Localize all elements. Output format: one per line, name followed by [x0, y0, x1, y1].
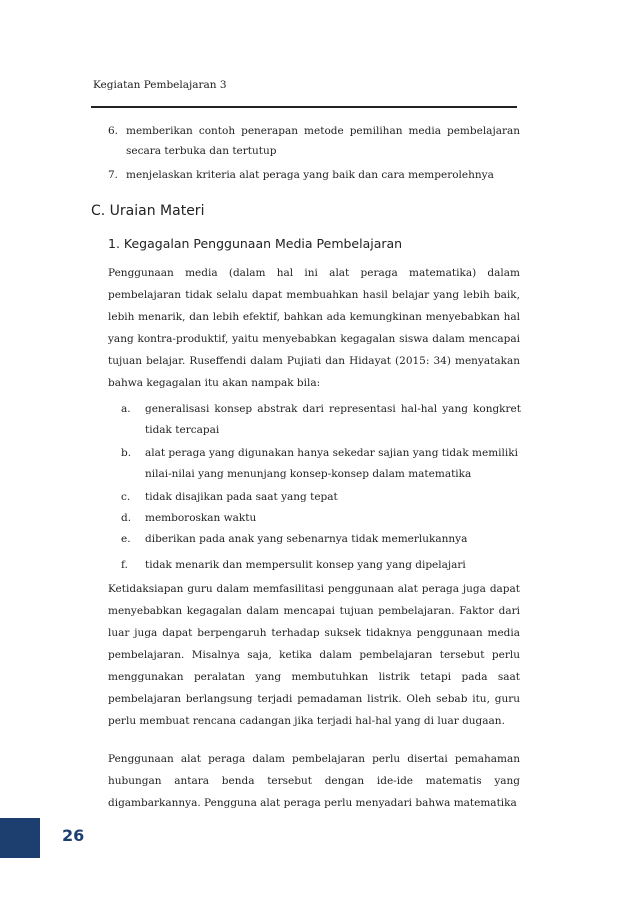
- item-letter: a.: [121, 403, 131, 415]
- item-text: tidak menarik dan mempersulit konsep yang yang dipelajari: [145, 559, 466, 571]
- header-divider: [91, 106, 517, 108]
- section-heading: C. Uraian Materi: [91, 203, 205, 219]
- objectives-list: [108, 121, 520, 185]
- item-letter: c.: [121, 491, 131, 503]
- paragraph: Penggunaan media (dalam hal ini alat peraga matematika) dalam pembelajaran tidak selalu dapat membuahkan hasil belajar yang lebih baik, lebih menarik, dan lebih efektif, bahkan ada kemungkinan menyebabkan hal yang kontra-produktif, yaitu menyebabkan kegagalan siswa dalam mencapai tujuan belajar. Ruseffendi dalam Pujiati dan Hidayat (2015: 34) menyatakan bahwa kegagalan itu akan nampak bila:: [108, 267, 520, 389]
- item-text: memberikan contoh penerapan metode pemilihan media pembelajaran secara terbuka dan tertutup: [126, 125, 520, 157]
- item-number: 6.: [108, 125, 119, 137]
- paragraph: Penggunaan alat peraga dalam pembelajaran perlu disertai pemahaman hubungan antara benda tersebut dengan ide-ide matematis yang digambarkannya. Pengguna alat peraga perlu menyadari bahwa matematika: [108, 753, 520, 809]
- item-text: generalisasi konsep abstrak dari representasi hal-hal yang kongkret tidak tercapai: [145, 403, 521, 436]
- running-header: Kegiatan Pembelajaran 3: [93, 79, 227, 91]
- paragraph: Ketidaksiapan guru dalam memfasilitasi penggunaan alat peraga juga dapat menyebabkan kegagalan dalam mencapai tujuan pembelajaran. Faktor dari luar juga dapat berpengaruh terhadap suksek tidaknya penggunaan media pembelajaran. Misalnya saja, ketika dalam pembelajaran tersebut perlu menggunakan peralatan yang membutuhkan listrik tetapi pada saat pembelajaran berlangsung terjadi pemadaman listrik. Oleh sebab itu, guru perlu membuat rencana cadangan jika terjadi hal-hal yang di luar dugaan.: [108, 583, 520, 727]
- item-text: alat peraga yang digunakan hanya sekedar sajian yang tidak memiliki nilai-nilai yang menunjang konsep-konsep dalam matematika: [145, 447, 518, 480]
- list-item: [121, 508, 521, 529]
- list-item: [121, 555, 521, 576]
- list-item: [121, 443, 521, 485]
- item-text: memboroskan waktu: [145, 512, 257, 524]
- list-item: [108, 165, 520, 185]
- list-item: [121, 399, 521, 441]
- item-text: menjelaskan kriteria alat peraga yang baik dan cara memperolehnya: [126, 169, 494, 181]
- failure-list: [121, 399, 521, 576]
- item-letter: d.: [121, 512, 132, 524]
- item-letter: b.: [121, 447, 132, 459]
- item-letter: f.: [121, 559, 128, 571]
- item-letter: e.: [121, 533, 131, 545]
- list-item: [121, 529, 521, 550]
- item-text: tidak disajikan pada saat yang tepat: [145, 491, 338, 503]
- page-number: 26: [62, 826, 85, 845]
- subsection-heading: 1. Kegagalan Penggunaan Media Pembelajaran: [108, 236, 403, 251]
- item-text: diberikan pada anak yang sebenarnya tidak memerlukannya: [145, 533, 468, 545]
- page-number-tab: [0, 818, 40, 858]
- list-item: [121, 487, 521, 508]
- list-item: [108, 121, 520, 161]
- item-number: 7.: [108, 169, 119, 181]
